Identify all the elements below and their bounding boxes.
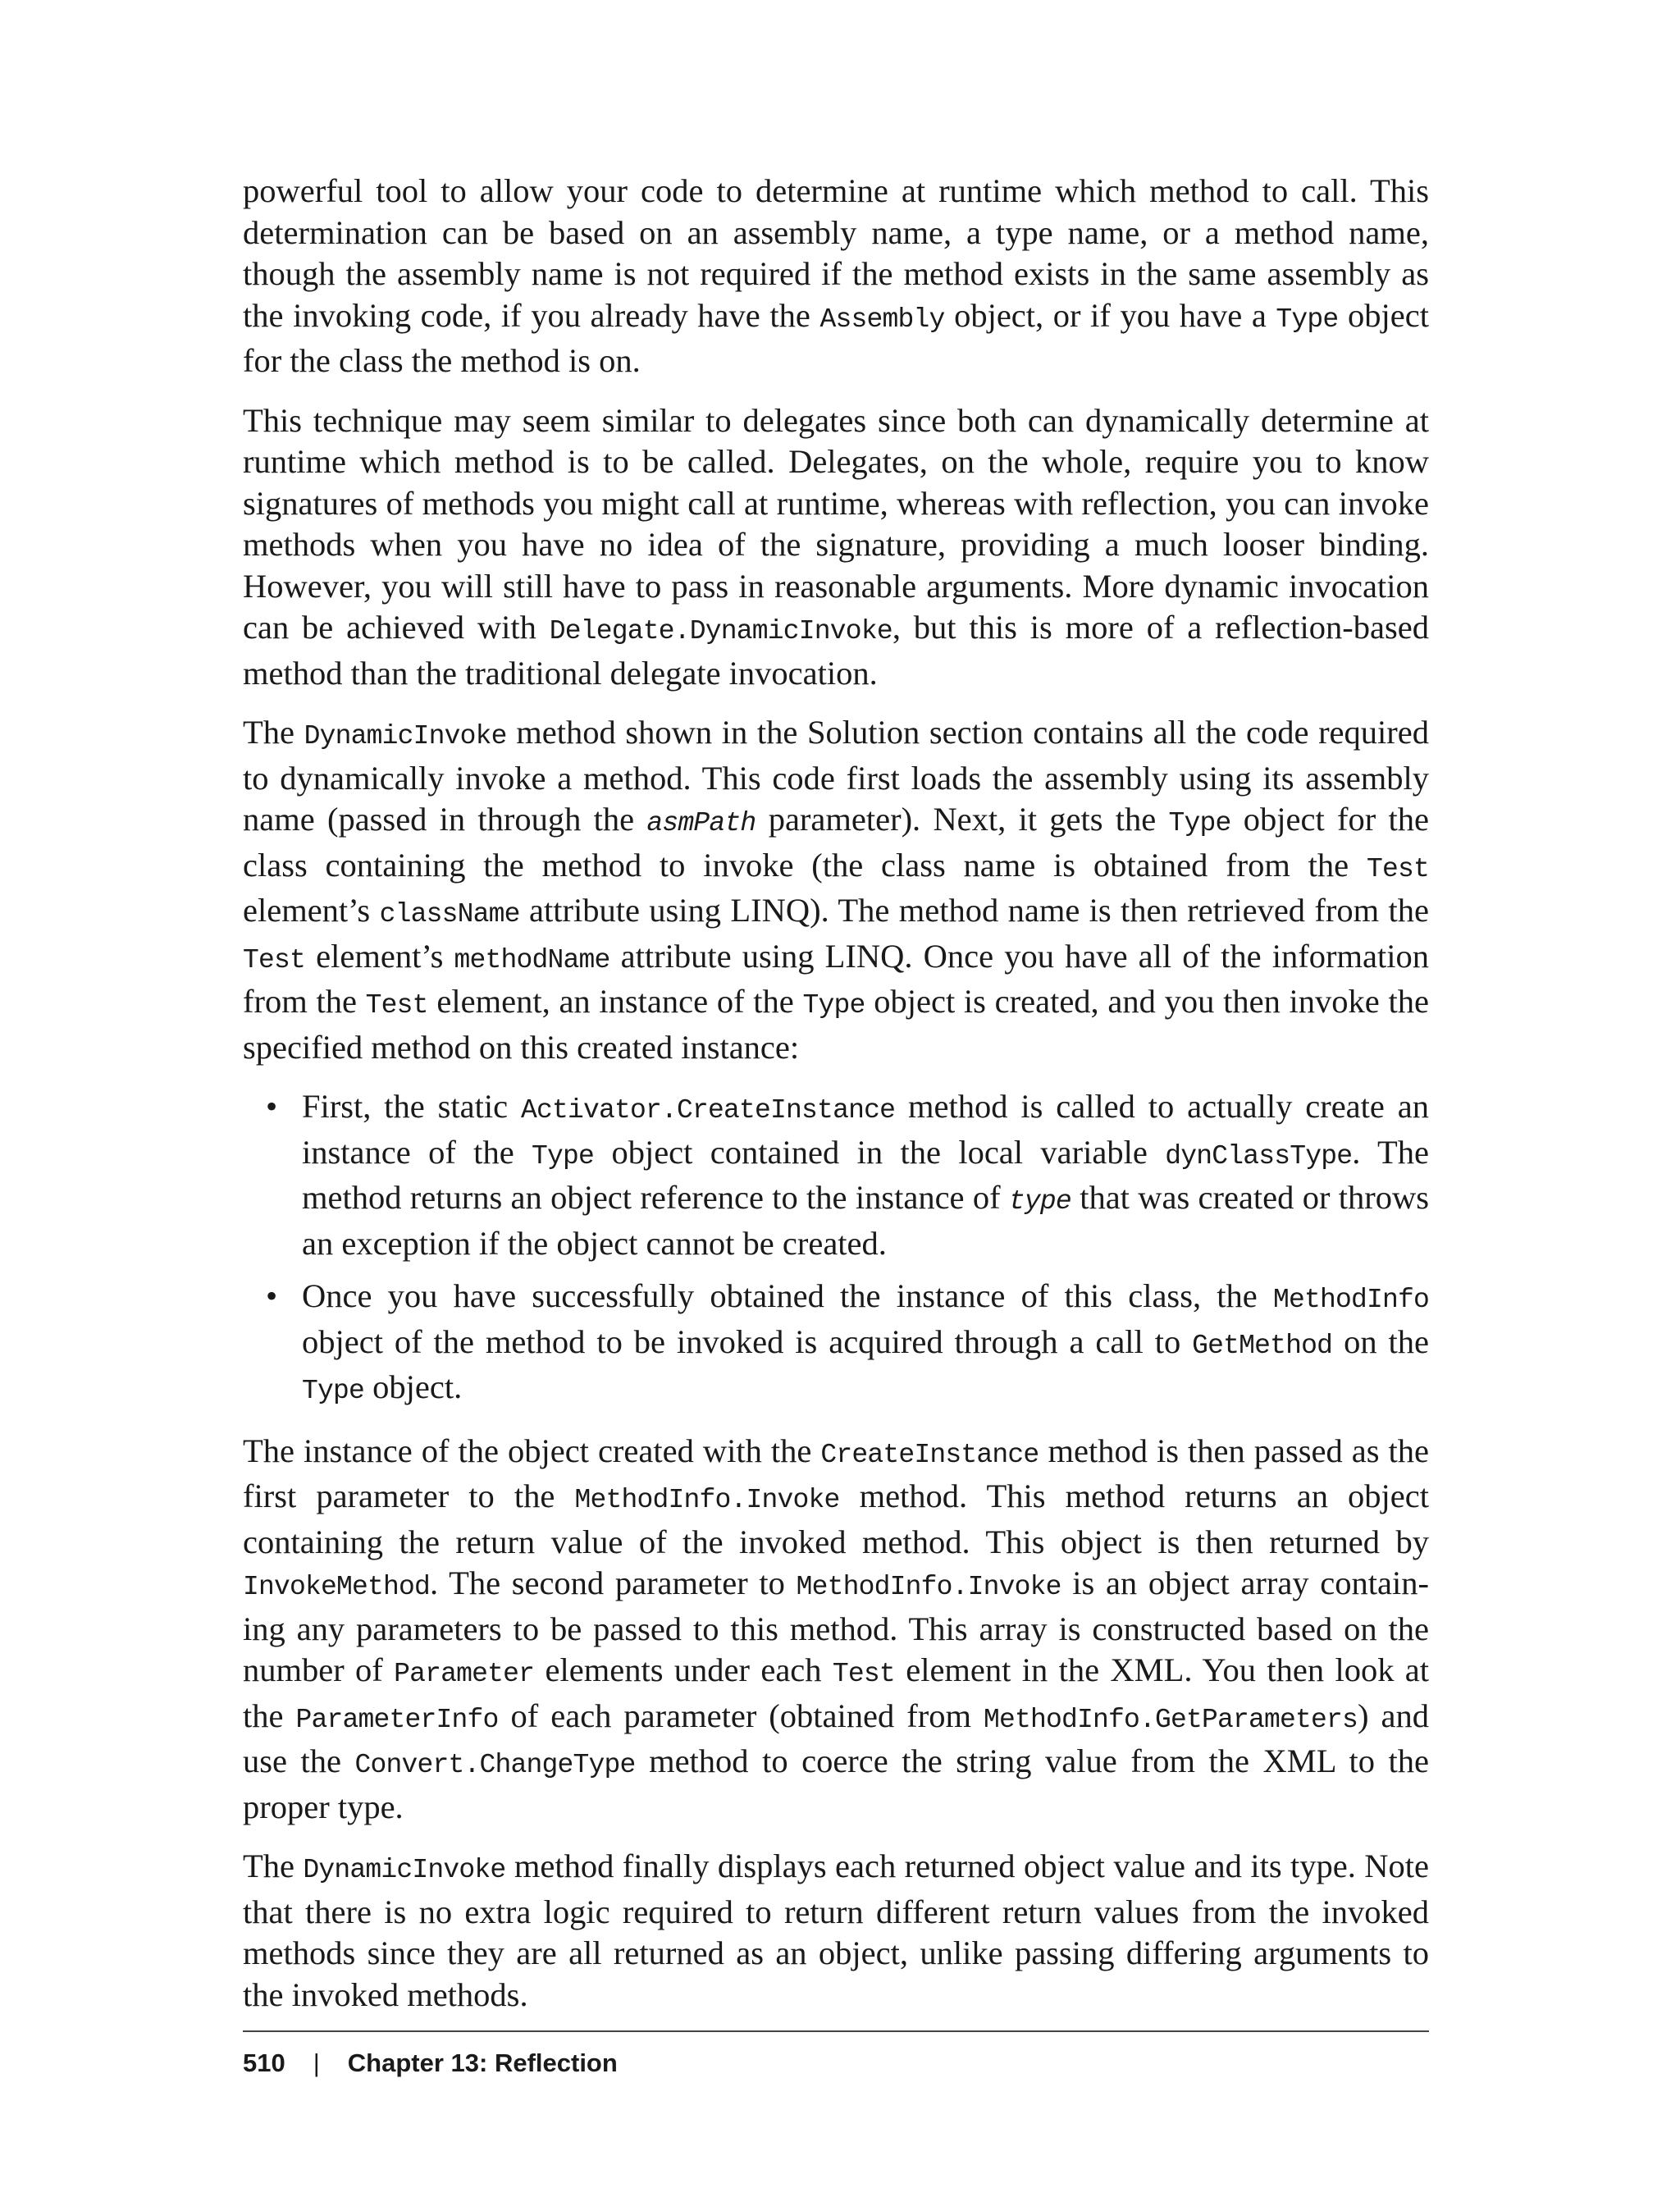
code-methodinfo-invoke: MethodInfo.Invoke <box>574 1485 840 1515</box>
text-run: elements under each <box>534 1651 833 1688</box>
paragraph-4 <box>243 1431 1429 1829</box>
footer-separator: | <box>313 2048 320 2077</box>
text-run: The <box>243 1847 304 1884</box>
text-run: method. This method returns an object containing the return value of the invoked method. This object is then returned by <box>243 1478 1429 1560</box>
code-delegate-dynamicinvoke: Delegate.DynamicInvoke <box>549 616 892 646</box>
chapter-title: Chapter 13: Reflection <box>347 2048 618 2077</box>
paragraph-2 <box>243 400 1429 695</box>
text-run: object. <box>364 1368 463 1405</box>
page-number: 510 <box>243 2048 285 2077</box>
text-run: The <box>243 714 304 751</box>
code-type: Type <box>532 1140 595 1172</box>
text-run: Once you have successfully obtained the instance of this class, the <box>302 1277 1273 1314</box>
code-type: Type <box>1276 304 1339 335</box>
code-assembly: Assembly <box>819 304 945 335</box>
text-run: attribute using LINQ. Once you have all of the information from the <box>243 937 1429 1020</box>
code-type-italic: type <box>1008 1186 1071 1217</box>
text-run: First, the static <box>302 1088 521 1125</box>
text-run: element’s <box>243 892 380 929</box>
code-parameterinfo: ParameterInfo <box>295 1704 499 1735</box>
bullet-marker: • <box>266 1277 278 1314</box>
paragraph-5 <box>243 1846 1429 2016</box>
text-run: method shown in the Solution section contains all the code required to dynamically invoke a method. This code first loads the assembly using its assembly name (passed in through the <box>243 714 1429 838</box>
code-getmethod: GetMethod <box>1192 1330 1333 1361</box>
code-dynamicinvoke: DynamicInvoke <box>304 721 507 751</box>
text-run: , but this is more of a reflection-based method than the traditional delegate invocation. <box>243 609 1429 692</box>
page-body <box>243 171 1429 2034</box>
code-activator-createinstance: Activator.CreateInstance <box>521 1095 896 1126</box>
bullet-list <box>243 1086 1429 1413</box>
bullet-marker: • <box>266 1088 278 1125</box>
text-run: powerful tool to allow your code to determine at runtime which method to call. This determination can be based on an assembly name, a type name, or a method name, though the assembly name is not required if the method exists in the same assembly as the invoking code, if you already have the <box>243 172 1429 334</box>
code-methodinfo-getparameters: MethodInfo.GetParameters <box>983 1704 1358 1735</box>
text-run: ) and use the <box>243 1697 1430 1779</box>
text-run: method finally displays each returned object value and its type. Note that there is no extra logic required to return different return values from the invoked methods since they are all returned as an object, unlike passing differing arguments to the invoked methods. <box>243 1847 1430 2013</box>
text-run: object for the class containing the method to invoke (the class name is obtained from the <box>243 801 1429 884</box>
text-run: . The method returns an object reference to the instance of <box>302 1133 1429 1216</box>
text-run: attribute using LINQ). The method name is then retrieved from the <box>519 892 1430 929</box>
code-asmpath: asmPath <box>646 808 756 838</box>
text-run: object is created, and you then invoke the specified method on this created instance: <box>243 983 1429 1066</box>
text-run: method is called to actually create an instance of the <box>302 1088 1429 1171</box>
code-type: Type <box>302 1376 365 1406</box>
code-invokemethod: InvokeMethod <box>243 1572 431 1602</box>
code-test: Test <box>243 944 306 975</box>
code-test: Test <box>365 990 428 1021</box>
code-createinstance: CreateInstance <box>820 1439 1039 1470</box>
text-run: object for the class the method is on. <box>243 296 1429 379</box>
text-run: of each parameter (obtained from <box>498 1697 984 1734</box>
text-run: on the <box>1332 1322 1429 1360</box>
text-run: parameter). Next, it gets the <box>756 801 1169 838</box>
paragraph-1 <box>243 171 1429 382</box>
code-methodname: methodName <box>454 944 610 975</box>
text-run: that was created or throws an exception if the object cannot be created. <box>302 1179 1430 1262</box>
bullet-item-1 <box>243 1086 1429 1264</box>
text-run: element’s <box>305 937 454 975</box>
text-run: method to coerce the string value from the XML to the proper type. <box>243 1742 1429 1825</box>
code-test: Test <box>1366 853 1429 884</box>
bullet-item-2 <box>243 1276 1429 1413</box>
text-run: object contained in the local variable <box>594 1133 1166 1171</box>
code-methodinfo-invoke: MethodInfo.Invoke <box>796 1572 1061 1602</box>
code-convert-changetype: Convert.ChangeType <box>354 1750 636 1780</box>
text-run: element, an instance of the <box>427 983 803 1020</box>
code-dynclasstype: dynClassType <box>1165 1140 1353 1172</box>
text-run: object of the method to be invoked is acquired through a call to <box>302 1322 1193 1360</box>
text-run: . The second parameter to <box>430 1564 797 1601</box>
text-run: This technique may seem similar to delegates since both can dynamically determine at runtime which method is to be called. Delegates, on the whole, require you to know signatures of methods you might call at runtime, whereas with reflection, you can invoke methods when you have no idea of the signature, providing a much looser binding. However, you will still have to pass in reasonable arguments. More dynamic invocation can be achieved with <box>243 401 1429 646</box>
code-test: Test <box>832 1659 895 1689</box>
code-type: Type <box>802 990 865 1021</box>
code-classname: className <box>379 899 520 929</box>
text-run: object, or if you have a <box>944 296 1276 334</box>
code-parameter: Parameter <box>394 1659 535 1689</box>
text-run: method is then passed as the first parameter to the <box>243 1432 1429 1514</box>
code-dynamicinvoke: DynamicInvoke <box>303 1855 506 1885</box>
paragraph-3 <box>243 712 1429 1068</box>
text-run: element in the XML. You then look at the <box>243 1651 1430 1734</box>
code-methodinfo: MethodInfo <box>1272 1285 1429 1315</box>
code-type: Type <box>1168 808 1231 838</box>
page-footer <box>243 2030 1429 2078</box>
text-run: is an object array containing any parameters to be passed to this method. This array is constructed based on the number of <box>243 1564 1429 1688</box>
text-run: The instance of the object created with the <box>243 1432 821 1469</box>
